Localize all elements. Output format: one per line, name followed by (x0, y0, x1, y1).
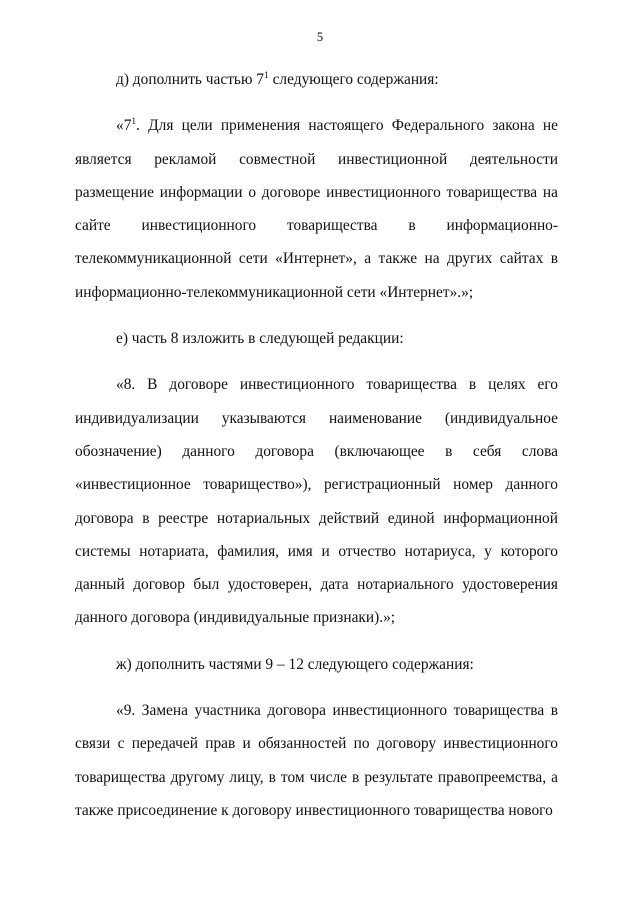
document-body (75, 63, 558, 840)
superscript: 1 (131, 117, 137, 128)
paragraph-d-text-start: д) дополнить частью 7 (116, 71, 264, 88)
paragraph-e-amendment: е) часть 8 изложить в следующей редакции: (116, 330, 404, 348)
page-number: 5 (316, 30, 324, 44)
paragraph-part-8: «8. В договоре инвестиционного товарищества в целях его индивидуализации указываются наименование (индивидуальное обозначение) данного договора (включающее в себя слова «инвестиционное товарищество»), регистрационный номер данного договора в реестре нотариальных действий единой информационной системы нотариата, фамилия, имя и отчество нотариуса, у которого данный договор был удостоверен, дата нотариального удостоверения данного договора (индивидуальные признаки).»; (75, 376, 558, 627)
superscript: 1 (264, 71, 269, 81)
paragraph-d-text-end: следующего содержания: (268, 71, 439, 88)
paragraph-d-amendment (75, 63, 558, 96)
paragraph-7-1-text-start: «7 (116, 117, 132, 135)
paragraph-7-1-text-end: . Для цели применения настоящего Федерального закона не является рекламой совместной инвестиционной деятельности размещение информации о договоре инвестиционного товарищества на сайте инвестиционного товарищества в информационно-телекоммуникационной сети «Интернет», а также на других сайтах в информационно-телекоммуникационной сети «Интернет».»; (75, 117, 558, 301)
paragraph-zh-amendment: ж) дополнить частями 9 – 12 следующего содержания: (116, 655, 474, 673)
paragraph-part-7-1 (75, 109, 558, 309)
paragraph-part-9: «9. Замена участника договора инвестиционного товарищества в связи с передачей прав и обязанностей по договору инвестиционного товарищества другому лицу, в том числе в результате правопреемства, а также присоединение к договору инвестиционного товарищества нового (75, 702, 558, 819)
